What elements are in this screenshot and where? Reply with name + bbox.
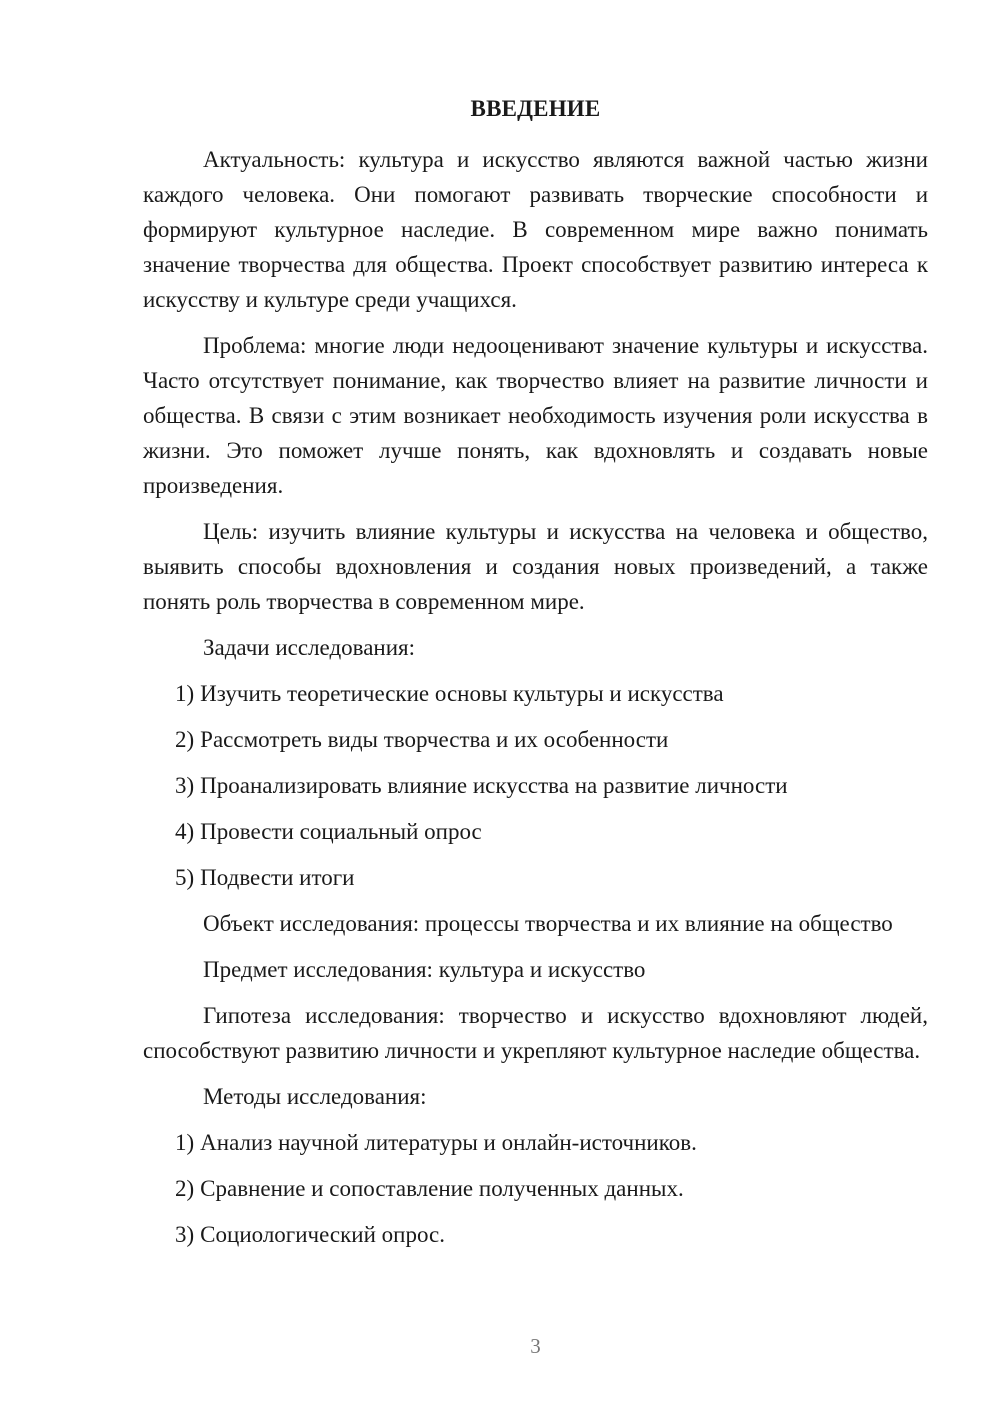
list-item-text: Анализ научной литературы и онлайн-источников. bbox=[200, 1130, 697, 1155]
list-item-number: 2) bbox=[175, 1176, 195, 1201]
list-item-text: Проанализировать влияние искусства на развитие личности bbox=[200, 773, 788, 798]
list-item bbox=[143, 1217, 928, 1252]
list-item-text: Провести социальный опрос bbox=[200, 819, 482, 844]
list-item bbox=[143, 768, 928, 803]
tasks-list bbox=[143, 676, 928, 895]
list-item bbox=[143, 722, 928, 757]
document-page bbox=[143, 0, 928, 1414]
list-item bbox=[143, 676, 928, 711]
list-item-number: 4) bbox=[175, 819, 195, 844]
list-item bbox=[143, 1125, 928, 1160]
list-item-text: Изучить теоретические основы культуры и искусства bbox=[200, 681, 724, 706]
tasks-heading: Задачи исследования: bbox=[203, 635, 416, 660]
document-body bbox=[143, 142, 928, 1263]
list-item-text: Рассмотреть виды творчества и их особенности bbox=[200, 727, 669, 752]
methods-list bbox=[143, 1125, 928, 1252]
list-item-text: Сравнение и сопоставление полученных данных. bbox=[200, 1176, 684, 1201]
page-title: ВВЕДЕНИЕ bbox=[470, 96, 601, 121]
hypothesis-paragraph: Гипотеза исследования: творчество и искусство вдохновляют людей, способствуют развитию личности и укрепляют культурное наследие общества. bbox=[143, 1003, 928, 1063]
subject-paragraph: Предмет исследования: культура и искусство bbox=[203, 957, 646, 982]
list-item bbox=[143, 1171, 928, 1206]
page-number: 3 bbox=[530, 1334, 541, 1358]
problem-paragraph: Проблема: многие люди недооценивают значение культуры и искусства. Часто отсутствует понимание, как творчество влияет на развитие личности и общества. В связи с этим возникает необходимость изучения роли искусства в жизни. Это поможет лучше понять, как вдохновлять и создавать новые произведения. bbox=[143, 333, 928, 498]
list-item bbox=[143, 814, 928, 849]
list-item bbox=[143, 860, 928, 895]
list-item-text: Подвести итоги bbox=[200, 865, 355, 890]
list-item-text: Социологический опрос. bbox=[200, 1222, 445, 1247]
methods-heading: Методы исследования: bbox=[203, 1084, 427, 1109]
goal-paragraph: Цель: изучить влияние культуры и искусства на человека и общество, выявить способы вдохновления и создания новых произведений, а также понять роль творчества в современном мире. bbox=[143, 519, 928, 614]
list-item-number: 3) bbox=[175, 773, 195, 798]
list-item-number: 2) bbox=[175, 727, 195, 752]
list-item-number: 3) bbox=[175, 1222, 195, 1247]
list-item-number: 5) bbox=[175, 865, 195, 890]
object-paragraph: Объект исследования: процессы творчества и их влияние на общество bbox=[203, 911, 893, 936]
list-item-number: 1) bbox=[175, 681, 195, 706]
list-item-number: 1) bbox=[175, 1130, 195, 1155]
relevance-paragraph: Актуальность: культура и искусство являются важной частью жизни каждого человека. Они помогают развивать творческие способности и формируют культурное наследие. В современном мире важно понимать значение творчества для общества. Проект способствует развитию интереса к искусству и культуре среди учащихся. bbox=[143, 147, 928, 312]
